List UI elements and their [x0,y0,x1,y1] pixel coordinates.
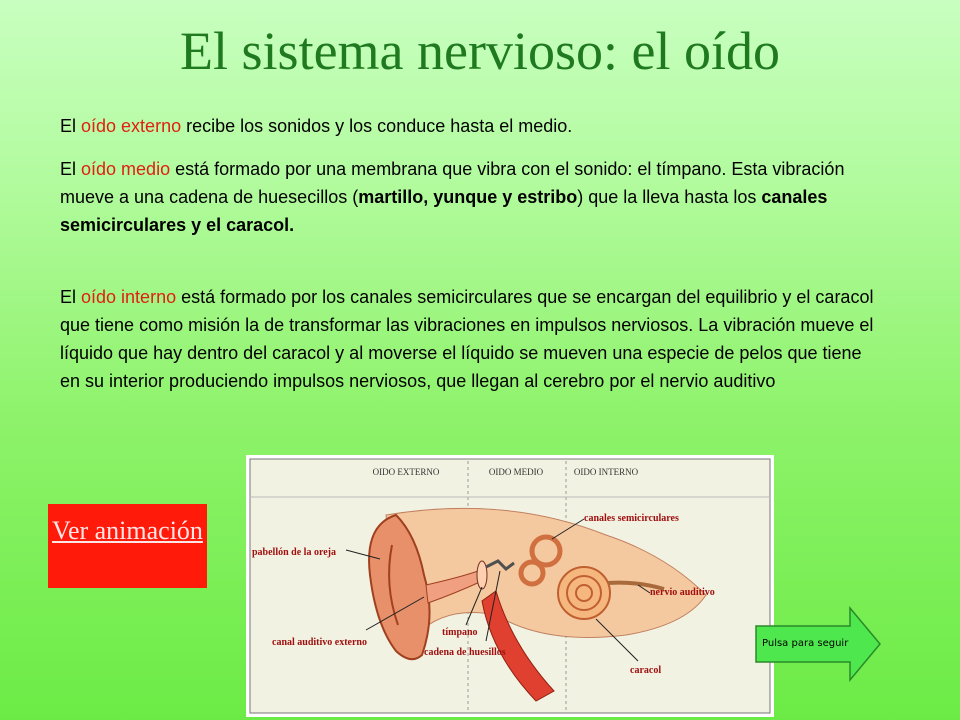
next-arrow-button[interactable] [754,606,884,682]
ver-animacion-button[interactable]: Ver animación [48,504,207,588]
section-label: OIDO EXTERNO [372,467,440,477]
label-canal: canal auditivo externo [272,637,367,648]
section-label: OIDO INTERNO [573,467,639,477]
paragraph-middle-ear: El oído medio está formado por una membrana que vibra con el sonido: el tímpano. Esta vibración mueve a una cadena de huesecillos (martillo, yunque y estribo) que la lleva hasta los canales semicirculares y el caracol. [60,159,845,235]
ear-diagram [246,455,774,717]
label-pabellon: pabellón de la oreja [252,547,336,558]
next-label: Pulsa para seguir [762,638,849,649]
label-timpano: tímpano [442,627,478,638]
label-cadena: cadena de huesillos [424,647,506,658]
label-canales: canales semicirculares [584,513,679,524]
label-caracol: caracol [630,665,662,676]
page-title: El sistema nervioso: el oído [180,21,780,81]
section-label: OIDO MEDIO [488,467,544,477]
paragraph-inner-ear: El oído interno está formado por los canales semicirculares que se encargan del equilibrio y el caracol que tiene como misión la de transformar las vibraciones en impulsos nerviosos. La vibración mueve el líquido que hay dentro del caracol y al moverse el líquido se mueven una especie de pelos que tiene en su interior produciendo impulsos nerviosos, que llegan al cerebro por el nervio auditivo [60,287,874,391]
paragraph-outer-ear: El oído externo recibe los sonidos y los conduce hasta el medio. [60,116,573,136]
label-nervio: nervio auditivo [650,587,715,598]
